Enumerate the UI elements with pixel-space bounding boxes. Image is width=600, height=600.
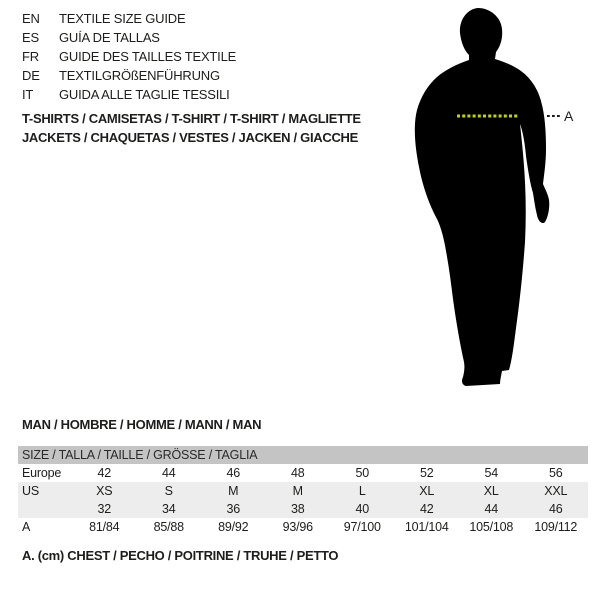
language-row xyxy=(22,28,236,47)
table-cell: 101/104 xyxy=(404,520,449,534)
lang-code: FR xyxy=(22,49,39,64)
table-cell: XL xyxy=(483,484,499,498)
man-silhouette-figure xyxy=(400,0,600,400)
gender-heading: MAN / HOMBRE / HOMME / MANN / MAN xyxy=(22,417,262,432)
row-label: A xyxy=(22,520,31,534)
table-row-chest-a xyxy=(18,518,588,536)
lang-label: GUÍA DE TALLAS xyxy=(59,30,160,45)
table-cell: 89/92 xyxy=(218,520,249,534)
language-row xyxy=(22,85,236,104)
language-row xyxy=(22,66,236,85)
table-cell: 93/96 xyxy=(282,520,313,534)
table-cell: 54 xyxy=(484,466,498,480)
table-cell: XL xyxy=(419,484,435,498)
lang-label: GUIDE DES TAILLES TEXTILE xyxy=(59,49,237,64)
table-cell: L xyxy=(358,484,366,498)
table-row-uk xyxy=(18,500,588,518)
table-cell: 85/88 xyxy=(153,520,184,534)
table-row-europe xyxy=(18,464,588,482)
table-cell: 44 xyxy=(161,466,176,480)
table-cell: 42 xyxy=(97,466,111,480)
row-label: Europe xyxy=(22,466,62,480)
language-list xyxy=(22,9,236,104)
lang-label: GUIDA ALLE TAGLIE TESSILI xyxy=(59,87,230,102)
measure-label: A xyxy=(564,108,574,124)
lang-code: ES xyxy=(22,30,39,45)
table-cell: XXL xyxy=(544,484,568,498)
table-cell: 42 xyxy=(419,502,434,516)
lang-label: TEXTILE SIZE GUIDE xyxy=(59,11,186,26)
table-cell: XS xyxy=(96,484,113,498)
table-cell: 46 xyxy=(548,502,563,516)
language-row xyxy=(22,47,236,66)
category-line-tshirts: T-SHIRTS / CAMISETAS / T-SHIRT / T-SHIRT / MAGLIETTE xyxy=(22,111,361,126)
table-cell: 46 xyxy=(226,466,240,480)
measurement-footnote: A. (cm) CHEST / PECHO / POITRINE / TRUHE / PETTO xyxy=(22,548,339,563)
table-cell: 38 xyxy=(290,502,305,516)
table-cell: S xyxy=(164,484,173,498)
table-cell: 105/108 xyxy=(469,520,514,534)
size-table-header: SIZE / TALLA / TAILLE / GRÖSSE / TAGLIA xyxy=(18,446,588,464)
table-cell: M xyxy=(292,484,303,498)
row-label: US xyxy=(22,484,39,498)
table-cell: 48 xyxy=(290,466,305,480)
table-cell: 109/112 xyxy=(534,520,578,534)
table-cell: 97/100 xyxy=(343,520,381,534)
table-cell: 44 xyxy=(484,502,498,516)
lang-code: EN xyxy=(22,11,40,26)
category-lines xyxy=(22,109,361,147)
table-cell: 81/84 xyxy=(89,520,120,534)
table-cell: 40 xyxy=(355,502,369,516)
language-row xyxy=(22,9,236,28)
table-row-us xyxy=(18,482,588,500)
table-cell: 32 xyxy=(97,502,111,516)
table-cell: 36 xyxy=(226,502,240,516)
table-cell: 34 xyxy=(161,502,176,516)
table-cell: 50 xyxy=(355,466,369,480)
table-cell: 56 xyxy=(548,466,563,480)
table-cell: M xyxy=(228,484,239,498)
lang-label: TEXTILGRÖßENFÜHRUNG xyxy=(59,68,220,83)
table-cell: 52 xyxy=(419,466,434,480)
category-line-jackets: JACKETS / CHAQUETAS / VESTES / JACKEN / GIACCHE xyxy=(22,130,358,145)
size-table xyxy=(18,446,588,536)
lang-code: IT xyxy=(22,87,34,102)
man-silhouette xyxy=(415,8,549,386)
man-silhouette-svg xyxy=(400,0,600,400)
lang-code: DE xyxy=(22,68,40,83)
